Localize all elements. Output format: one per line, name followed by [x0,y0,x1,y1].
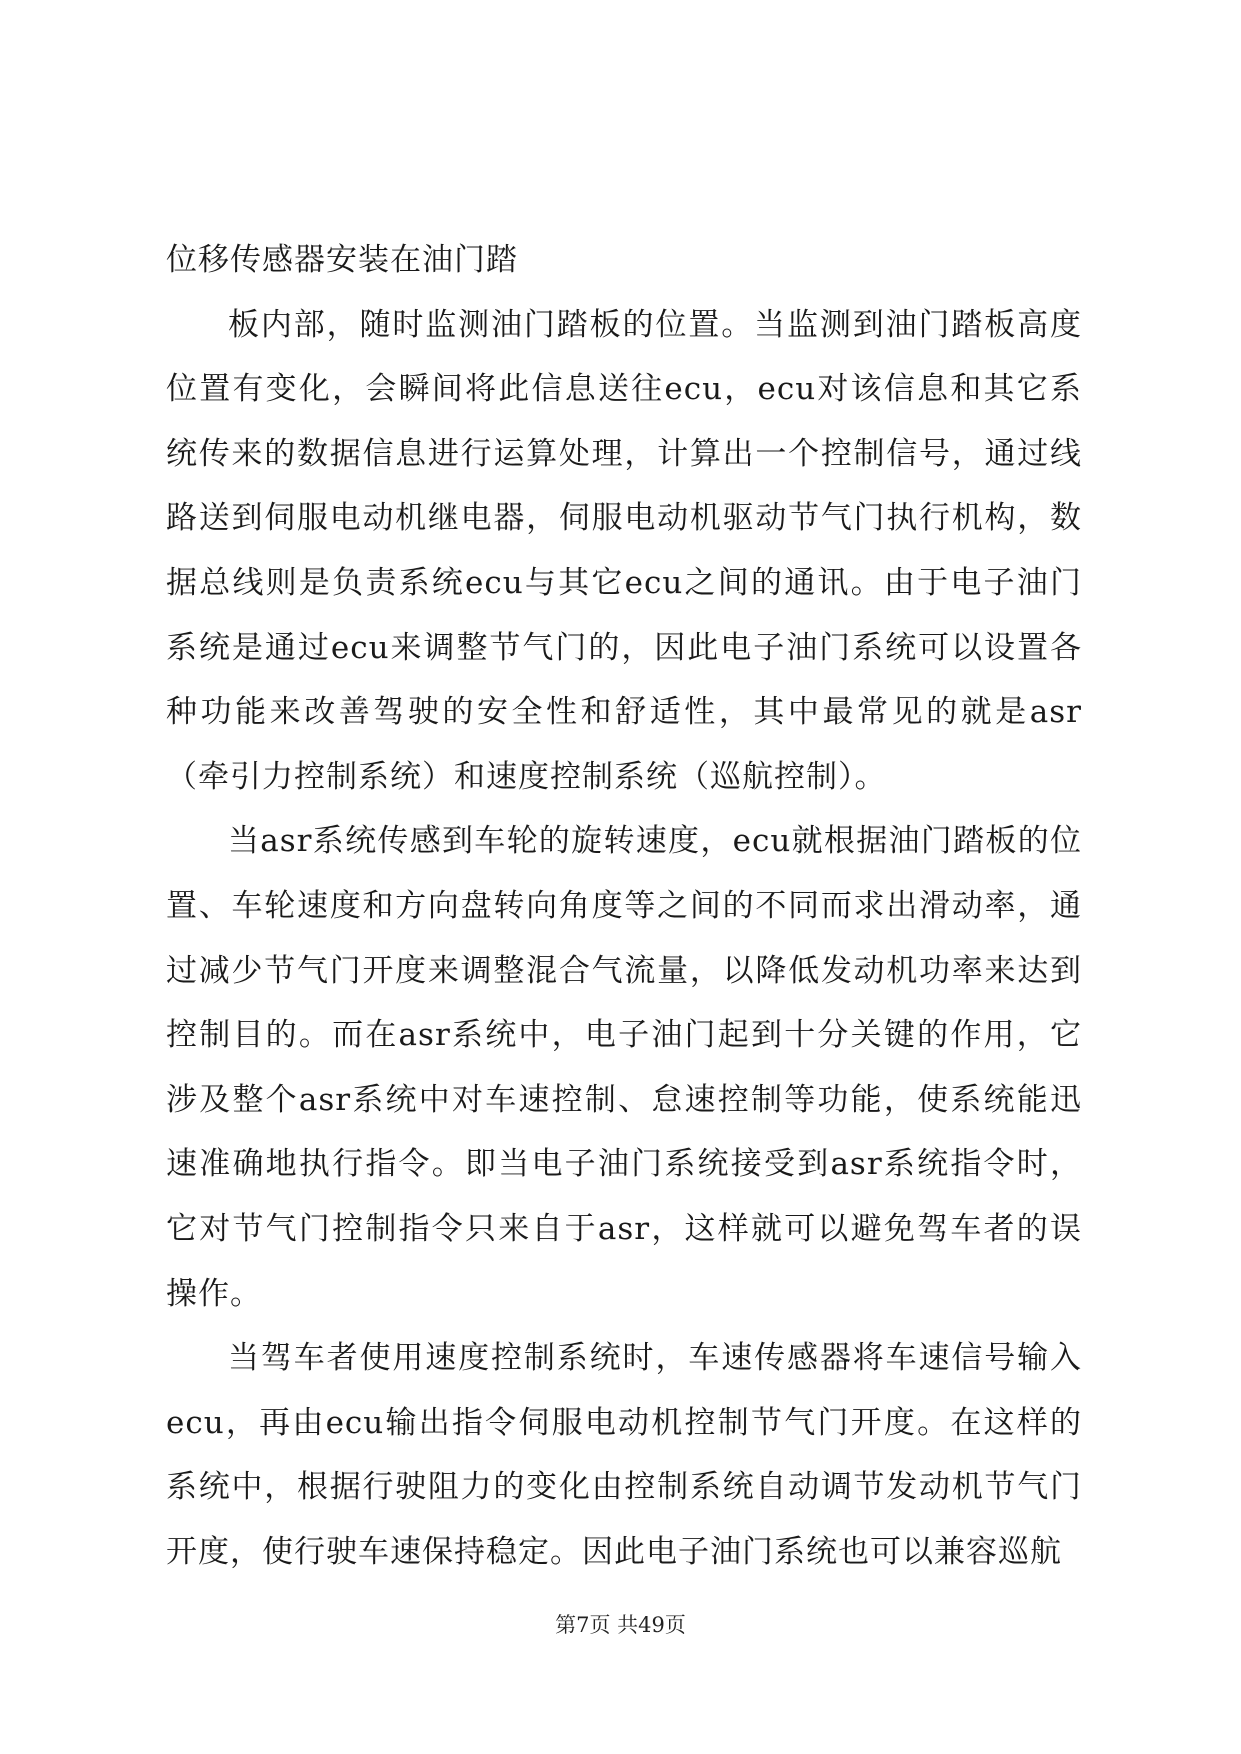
paragraph-2: 板内部，随时监测油门踏板的位置。当监测到油门踏板高度位置有变化，会瞬间将此信息送往ecu，ecu对该信息和其它系统传来的数据信息进行运算处理，计算出一个控制信号，通过线路送到伺服电动机继电器，伺服电动机驱动节气门执行机构，数据总线则是负责系统ecu与其它ecu之间的通讯。由于电子油门系统是通过ecu来调整节气门的，因此电子油门系统可以设置各种功能来改善驾驶的安全性和舒适性，其中最常见的就是asr（牵引力控制系统）和速度控制系统（巡航控制）。 [166,306,1082,795]
paragraph-1: 位移传感器安装在油门踏 [166,242,518,278]
paragraph-3: 当asr系统传感到车轮的旋转速度，ecu就根据油门踏板的位置、车轮速度和方向盘转向角度等之间的不同而求出滑动率，通过减少节气门开度来调整混合气流量，以降低发动机功率来达到控制目的。而在asr系统中，电子油门起到十分关键的作用，它涉及整个asr系统中对车速控制、怠速控制等功能，使系统能迅速准确地执行指令。即当电子油门系统接受到asr系统指令时，它对节气门控制指令只来自于asr，这样就可以避免驾车者的误操作。 [166,823,1082,1312]
document-body [166,228,1082,1584]
page-number-label: 第7页 共49页 [555,1613,686,1637]
page-footer [0,1610,1241,1640]
paragraph-4: 当驾车者使用速度控制系统时，车速传感器将车速信号输入ecu，再由ecu输出指令伺服电动机控制节气门开度。在这样的系统中，根据行驶阻力的变化由控制系统自动调节发动机节气门开度，使行驶车速保持稳定。因此电子油门系统也可以兼容巡航 [166,1340,1082,1570]
